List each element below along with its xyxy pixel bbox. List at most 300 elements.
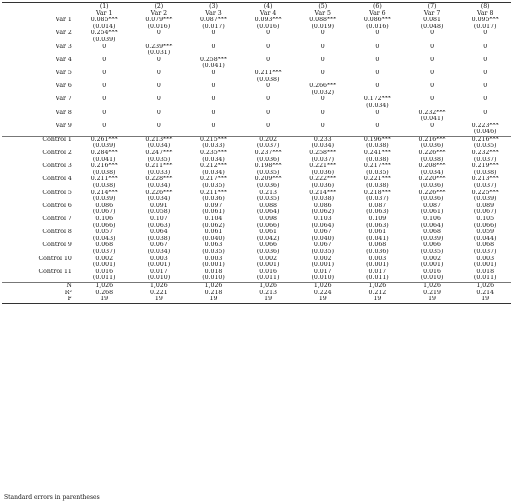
coefficient-cell: 0: [430, 43, 434, 50]
coefficient-cell: 0.093***: [254, 17, 282, 24]
coefficient-cell: 0.228***: [145, 176, 173, 183]
standard-error-cell: [459, 50, 511, 57]
row-label-blank: [2, 103, 77, 110]
coefficient-cell: 0: [430, 83, 434, 90]
coefficient-cell: 0.017: [313, 268, 332, 275]
coefficient-cell: 0.087***: [199, 17, 227, 24]
coefficient-cell: 1,026: [241, 282, 296, 289]
standard-error-cell: (0.011): [256, 275, 280, 282]
table-row: [2, 242, 511, 249]
coefficient-cell: 0: [375, 69, 380, 76]
standard-error-cell: (0.036): [420, 196, 444, 203]
table-row-se: [2, 170, 511, 177]
coefficient-cell: 0: [156, 30, 161, 37]
row-label: R²: [64, 289, 72, 296]
standard-error-cell: [77, 116, 132, 123]
standard-error-cell: (0.001): [92, 262, 116, 269]
coefficient-cell: 19: [428, 296, 436, 303]
coefficient-cell: 19: [154, 296, 163, 303]
table-row: [2, 190, 511, 197]
standard-error-cell: (0.038): [366, 183, 389, 190]
coefficient-cell: [77, 303, 132, 304]
row-label-blank: [2, 24, 77, 31]
coefficient-cell: 0.226***: [145, 189, 173, 196]
row-label-blank: [2, 63, 77, 70]
column-header: (1) Var 1: [95, 3, 113, 17]
coefficient-cell: 0.017: [368, 268, 387, 275]
coefficient-cell: 0.212***: [199, 163, 227, 170]
standard-error-cell: [132, 129, 187, 136]
table-row: [2, 70, 511, 77]
standard-error-cell: (0.036): [256, 248, 280, 255]
coefficient-cell: 0.059: [476, 229, 495, 236]
table-row-se: [2, 77, 511, 84]
table-row-se: [2, 116, 511, 123]
table-row-se: [2, 183, 511, 190]
coefficient-cell: 0.216***: [459, 136, 511, 143]
standard-error-cell: (0.064): [256, 209, 280, 216]
coefficient-cell: 0.217***: [363, 163, 391, 170]
coefficient-cell: 0: [211, 30, 216, 37]
standard-error-cell: (0.001): [256, 262, 280, 269]
row-label-blank: [2, 77, 77, 84]
coefficient-cell: 0.109: [368, 216, 387, 222]
row-label: Control 3: [42, 163, 72, 170]
standard-error-cell: (0.014): [92, 23, 116, 30]
coefficient-cell: 0.232***: [471, 150, 499, 157]
standard-error-cell: (0.034): [147, 196, 171, 203]
standard-error-cell: (0.062): [311, 209, 335, 216]
standard-error-cell: (0.035): [202, 183, 225, 190]
coefficient-cell: 0: [375, 43, 380, 50]
standard-error-cell: (0.061): [202, 209, 225, 216]
coefficient-cell: 0.079***: [145, 17, 173, 24]
coefficient-cell: 0.088: [259, 202, 277, 209]
standard-error-cell: (0.039): [92, 143, 116, 150]
coefficient-cell: 0: [211, 83, 216, 90]
table-row-se: [2, 223, 511, 230]
standard-error-cell: (0.035): [256, 169, 280, 176]
standard-error-cell: (0.036): [202, 196, 225, 203]
standard-error-cell: [295, 129, 350, 136]
coefficient-cell: 0.061: [204, 229, 223, 236]
row-label-blank: [2, 223, 77, 230]
standard-error-cell: (0.010): [311, 275, 335, 282]
standard-error-cell: [350, 90, 405, 97]
standard-error-cell: (0.001): [147, 262, 171, 269]
standard-error-cell: (0.062): [202, 222, 225, 229]
coefficient-cell: 0.003: [368, 255, 387, 262]
coefficient-cell: 0.209***: [254, 176, 282, 183]
coefficient-cell: 0.067: [313, 242, 332, 249]
coefficient-cell: 0: [430, 96, 434, 103]
standard-error-cell: (0.011): [366, 275, 389, 282]
row-label: Var 9: [55, 122, 72, 129]
coefficient-cell: 1,026: [459, 282, 511, 289]
coefficient-cell: 0.254***: [90, 30, 118, 37]
column-header: (4) Var 4: [259, 3, 277, 17]
coefficient-cell: 0.214: [476, 289, 495, 296]
standard-error-cell: [241, 37, 296, 44]
coefficient-cell: 0: [102, 56, 107, 63]
coefficient-cell: 0.106: [95, 216, 114, 222]
coefficient-cell: 0.221: [149, 289, 168, 296]
coefficient-cell: 0.068: [368, 242, 387, 249]
standard-error-cell: [405, 129, 460, 136]
coefficient-cell: 0: [430, 122, 434, 129]
coefficient-cell: 0.017: [149, 268, 168, 275]
coefficient-cell: 0.218: [204, 289, 223, 296]
coefficient-cell: 0: [375, 122, 380, 129]
row-label: Var 3: [55, 43, 72, 50]
table-row: [2, 30, 511, 37]
coefficient-cell: 0.223***: [471, 122, 499, 129]
table-row: [2, 44, 511, 51]
coefficient-cell: 0.068: [423, 229, 441, 236]
regression-table: [2, 2, 511, 304]
standard-error-cell: [186, 77, 241, 84]
coefficient-cell: 0.067: [313, 229, 332, 236]
standard-error-cell: [405, 103, 460, 110]
coefficient-cell: 0.016: [95, 268, 114, 275]
coefficient-cell: 0.081: [423, 17, 441, 24]
standard-error-cell: (0.038): [366, 156, 389, 163]
table-row: [2, 176, 511, 183]
table-row: [2, 17, 511, 24]
coefficient-cell: 0: [320, 56, 325, 63]
coefficient-cell: 0: [320, 30, 325, 37]
standard-error-cell: (0.037): [473, 156, 497, 163]
coefficient-cell: 0.211***: [199, 189, 227, 196]
coefficient-cell: [405, 303, 460, 304]
statistics-rows: [2, 282, 511, 303]
row-label: Var 8: [55, 109, 72, 116]
standard-error-cell: (0.063): [366, 209, 389, 216]
column-header-stub: [2, 3, 77, 18]
coefficient-cell: 0.216***: [90, 163, 118, 170]
coefficient-cell: [295, 303, 350, 304]
coefficient-cell: 0.003: [476, 255, 495, 262]
standard-error-cell: (0.011): [92, 275, 116, 282]
coefficient-cell: [459, 303, 511, 304]
coefficient-cell: 0.221***: [309, 163, 337, 170]
table-footnote: Standard errors in parentheses: [4, 494, 100, 501]
row-label: Var 5: [55, 69, 72, 76]
coefficient-cell: 0.219: [423, 289, 441, 296]
coefficient-cell: 0.211***: [145, 163, 173, 170]
standard-error-cell: (0.011): [473, 275, 497, 282]
coefficient-cell: 0: [102, 109, 107, 116]
table-row: [2, 96, 511, 103]
standard-error-cell: (0.016): [147, 23, 171, 30]
coefficient-cell: 0.063: [204, 242, 223, 249]
standard-error-cell: (0.010): [202, 275, 225, 282]
coefficient-cell: 0: [483, 96, 488, 103]
standard-error-cell: (0.036): [311, 183, 335, 190]
coefficient-cell: 0.016: [423, 268, 441, 275]
standard-error-cell: (0.037): [473, 183, 497, 190]
coefficient-cell: 0.106: [423, 216, 441, 222]
standard-error-cell: (0.010): [420, 275, 444, 282]
standard-error-cell: (0.034): [311, 143, 335, 150]
coefficient-cell: 1,026: [132, 282, 187, 289]
row-label: Control 2: [42, 150, 72, 157]
standard-error-cell: (0.001): [311, 262, 335, 269]
table-row: [2, 136, 511, 143]
standard-error-cell: [459, 116, 511, 123]
table-row: [2, 150, 511, 157]
coefficient-cell: 0.068: [476, 242, 495, 249]
standard-error-cell: (0.035): [473, 143, 497, 150]
standard-error-cell: (0.066): [92, 222, 116, 229]
coefficient-cell: 19: [264, 296, 273, 303]
coefficient-cell: 0.211***: [90, 176, 118, 183]
standard-error-cell: (0.035): [147, 156, 171, 163]
standard-error-cell: (0.061): [420, 209, 444, 216]
row-label: Control 9: [42, 242, 72, 249]
table-row: [2, 229, 511, 236]
coefficient-cell: 0.018: [204, 268, 223, 275]
row-label: F: [67, 296, 72, 303]
coefficient-cell: 0.085***: [90, 17, 118, 24]
standard-error-cell: [77, 50, 132, 57]
standard-error-cell: (0.039): [92, 36, 116, 43]
table-row: [2, 203, 511, 210]
coefficient-cell: 0: [320, 96, 325, 103]
standard-error-cell: (0.035): [311, 248, 335, 255]
table-row: [2, 110, 511, 117]
standard-error-cell: (0.036): [366, 248, 389, 255]
coefficient-cell: 0.214***: [309, 189, 337, 196]
standard-error-cell: (0.034): [202, 156, 225, 163]
table-row-se: [2, 275, 511, 282]
coefficient-cell: 0.239***: [145, 43, 173, 50]
coefficient-cell: 0.215***: [186, 136, 241, 143]
coefficient-cell: 0.086: [313, 202, 332, 209]
coefficient-cell: 19: [481, 296, 490, 303]
coefficient-cell: 0: [320, 43, 325, 50]
table-row: [2, 57, 511, 64]
coefficient-cell: 0.066: [423, 242, 441, 249]
coefficient-cell: 0.237***: [254, 150, 282, 157]
standard-error-cell: (0.041): [366, 235, 389, 242]
standard-error-cell: [77, 63, 132, 70]
standard-error-cell: [405, 50, 460, 57]
coefficient-cell: 0: [102, 83, 107, 90]
coefficient-cell: 0.087: [423, 202, 441, 209]
row-label-blank: [2, 143, 77, 150]
standard-error-cell: (0.035): [202, 248, 225, 255]
row-label-blank: [2, 183, 77, 190]
coefficient-cell: [350, 303, 405, 304]
row-label: Control 8: [42, 229, 72, 236]
standard-error-cell: [350, 37, 405, 44]
standard-error-cell: [350, 63, 405, 70]
coefficient-cell: 0: [320, 109, 325, 116]
coefficient-cell: 0.220***: [418, 176, 446, 183]
standard-error-cell: (0.058): [147, 209, 171, 216]
coefficient-cell: 0.086***: [363, 17, 391, 24]
coefficient-cell: 0.172***: [363, 96, 391, 103]
coefficient-cell: 0.105: [476, 216, 495, 222]
coefficient-cell: 0: [375, 56, 380, 63]
coefficient-cell: 0: [430, 69, 434, 76]
standard-error-cell: (0.037): [366, 196, 389, 203]
coefficient-cell: 0: [156, 96, 161, 103]
coefficient-cell: 0.003: [149, 255, 168, 262]
standard-error-cell: (0.036): [256, 156, 280, 163]
standard-error-cell: (0.038): [473, 169, 497, 176]
coefficient-cell: 0.103: [313, 216, 332, 222]
coefficient-cell: 0.225***: [471, 189, 499, 196]
standard-error-cell: (0.033): [202, 143, 225, 150]
standard-error-cell: [405, 63, 460, 70]
coefficient-cell: 0: [483, 109, 488, 116]
coefficient-cell: 0.214***: [90, 189, 118, 196]
table-row: [2, 216, 511, 223]
coefficient-cell: 0.002: [313, 255, 332, 262]
coefficient-cell: 0.224: [313, 289, 332, 296]
row-label-blank: [2, 236, 77, 243]
table-row-se: [2, 236, 511, 243]
row-label: Control 5: [42, 189, 72, 196]
row-label-blank: [2, 249, 77, 256]
coefficient-cell: 0.213: [259, 189, 277, 196]
standard-error-cell: (0.035): [366, 169, 389, 176]
row-label-blank: [2, 170, 77, 177]
standard-error-cell: [459, 77, 511, 84]
row-label-blank: [2, 37, 77, 44]
coefficient-cell: 0: [375, 109, 380, 116]
coefficient-cell: 0: [211, 43, 216, 50]
coefficient-cell: 0.261***: [77, 136, 132, 143]
coefficient-cell: 0: [266, 122, 271, 129]
coefficient-cell: 0.202: [241, 136, 296, 143]
standard-error-cell: [132, 116, 187, 123]
standard-error-cell: [186, 90, 241, 97]
standard-error-cell: [132, 63, 187, 70]
row-label: Var 7: [55, 96, 72, 103]
standard-error-cell: (0.044): [473, 235, 497, 242]
standard-error-cell: [132, 103, 187, 110]
standard-error-cell: [405, 90, 460, 97]
coefficient-cell: 0.002: [423, 255, 441, 262]
coefficient-cell: 0: [375, 83, 380, 90]
column-header: (8) Var 8: [476, 3, 494, 17]
coefficient-cell: 0.091: [149, 202, 168, 209]
coefficient-cell: 0.061: [259, 229, 277, 236]
coefficient-cell: 0: [102, 96, 107, 103]
standard-error-cell: [350, 129, 405, 136]
coefficient-cell: 0: [483, 56, 488, 63]
standard-error-cell: [295, 50, 350, 57]
standard-error-cell: (0.037): [92, 248, 116, 255]
coefficient-cell: 0.235***: [199, 150, 227, 157]
coefficient-cell: 0: [211, 69, 216, 76]
coefficient-cell: 0: [156, 69, 161, 76]
standard-error-cell: [295, 77, 350, 84]
coefficient-cell: 0.213***: [132, 136, 187, 143]
standard-error-cell: (0.039): [420, 235, 444, 242]
standard-error-cell: [241, 50, 296, 57]
standard-error-cell: [350, 50, 405, 57]
standard-error-cell: (0.066): [473, 222, 497, 229]
standard-error-cell: (0.063): [366, 222, 389, 229]
standard-error-cell: (0.031): [147, 50, 171, 57]
coefficient-cell: 19: [209, 296, 218, 303]
standard-error-cell: (0.063): [147, 222, 171, 229]
coefficient-cell: 0: [266, 109, 271, 116]
coefficient-cell: 0.241***: [363, 150, 391, 157]
coefficient-cell: 0.067: [149, 242, 168, 249]
table-row-se: [2, 249, 511, 256]
coefficient-cell: 0: [211, 122, 216, 129]
coefficient-cell: 0: [266, 83, 271, 90]
row-label: Control 1: [2, 136, 77, 143]
standard-error-cell: [459, 37, 511, 44]
standard-error-cell: [241, 103, 296, 110]
standard-error-cell: (0.037): [473, 248, 497, 255]
coefficient-cell: 0.104: [204, 216, 223, 222]
standard-error-cell: (0.064): [420, 222, 444, 229]
standard-error-cell: (0.017): [473, 23, 497, 30]
table-row-se: [2, 103, 511, 110]
standard-error-cell: (0.036): [420, 183, 444, 190]
coefficient-cell: 0.066: [259, 242, 277, 249]
coefficient-cell: 0.221***: [363, 176, 391, 183]
standard-error-cell: (0.034): [420, 169, 444, 176]
standard-error-cell: (0.037): [311, 156, 335, 163]
standard-error-cell: (0.066): [256, 222, 280, 229]
standard-error-cell: [459, 63, 511, 70]
table-row: [2, 296, 511, 303]
standard-error-cell: [241, 63, 296, 70]
table-row-se: [2, 129, 511, 136]
standard-error-cell: [132, 90, 187, 97]
standard-error-cell: (0.010): [147, 275, 171, 282]
standard-error-cell: [241, 129, 296, 136]
coefficient-cell: 0.057: [95, 229, 114, 236]
standard-error-cell: (0.064): [311, 222, 335, 229]
table-row: [2, 83, 511, 90]
coefficient-cell: 0: [320, 69, 325, 76]
standard-error-cell: (0.001): [473, 262, 497, 269]
standard-error-cell: (0.001): [366, 262, 389, 269]
coefficient-cell: 0.217***: [199, 176, 227, 183]
standard-error-cell: [186, 129, 241, 136]
coefficient-cell: 0: [320, 122, 325, 129]
column-header: (7) Var 7: [423, 3, 441, 17]
standard-error-cell: (0.039): [473, 196, 497, 203]
table-row: [2, 163, 511, 170]
standard-error-cell: [295, 63, 350, 70]
standard-error-cell: (0.067): [473, 209, 497, 216]
coefficient-cell: 0: [156, 122, 161, 129]
standard-error-cell: (0.001): [202, 262, 225, 269]
standard-error-cell: [186, 37, 241, 44]
coefficient-cell: 0.198***: [254, 163, 282, 170]
standard-error-cell: (0.034): [147, 143, 171, 150]
coefficient-cell: 0.216***: [405, 136, 460, 143]
coefficient-cell: 0: [102, 122, 107, 129]
standard-error-cell: (0.038): [147, 235, 171, 242]
standard-error-cell: [186, 116, 241, 123]
row-label: Control 10: [38, 255, 72, 262]
standard-error-cell: [459, 90, 511, 97]
coefficient-cell: [186, 303, 241, 304]
table-row-se: [2, 50, 511, 57]
column-header: (6) Var 6: [369, 3, 386, 17]
